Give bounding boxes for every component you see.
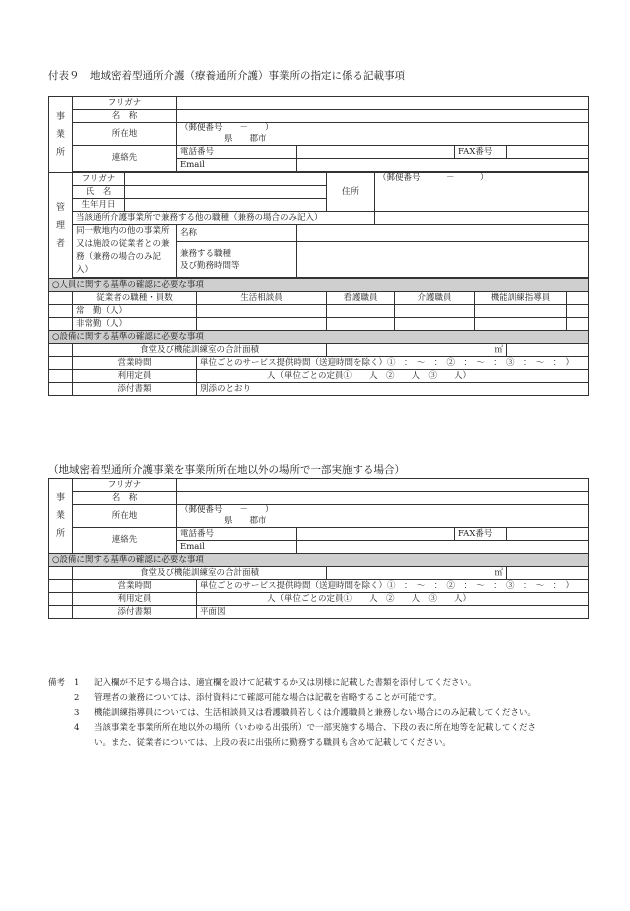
dining-area-field[interactable]: ㎡ [327, 344, 507, 357]
furigana-label: フリガナ [73, 97, 177, 110]
notes-section [48, 676, 588, 751]
furigana-field[interactable] [177, 97, 589, 110]
other-office-name-field[interactable] [297, 225, 589, 242]
manager-birthdate-label: 生年月日 [73, 199, 125, 212]
satellite-capacity-label: 利用定員 [73, 593, 197, 606]
satellite-name-label: 名 称 [73, 492, 177, 505]
full-time-trainer-field[interactable] [475, 305, 567, 318]
part-time-caregiver-field[interactable] [395, 318, 475, 331]
email-label: Email [177, 159, 297, 172]
manager-address-field[interactable] [375, 173, 589, 212]
satellite-business-hours-field[interactable]: 単位ごとのサービス提供時間（送迎時間を除く）① ： ～ ： ② ： ～ ： ③ ： ～ ： ） [197, 580, 589, 593]
notes-heading: 備考 [48, 678, 66, 688]
staff-type-header: 従業者の職種・員数 [73, 292, 197, 305]
part-time-trainer-field[interactable] [475, 318, 567, 331]
tel-label: 電話番号 [177, 146, 297, 159]
satellite-office-label: 事 業 所 [49, 479, 73, 554]
tel-field[interactable] [297, 146, 455, 159]
satellite-attachment-label: 添付書類 [73, 606, 197, 619]
manager-birthdate-field[interactable] [125, 199, 327, 212]
address-field[interactable] [177, 123, 589, 146]
satellite-form-table [48, 478, 589, 619]
satellite-email-label: Email [177, 541, 297, 554]
business-hours-field[interactable]: 単位ごとのサービス提供時間（送迎時間を除く）① ： ～ ： ② ： ～ ： ③ ： ～ ： ） [197, 357, 589, 370]
satellite-attachment-value: 平面図 [197, 606, 589, 619]
satellite-address-label: 所在地 [73, 505, 177, 528]
designation-form-table [48, 96, 589, 396]
satellite-dining-area-field[interactable]: ㎡ [327, 567, 507, 580]
full-time-caregiver-field[interactable] [395, 305, 475, 318]
satellite-contact-label: 連絡先 [73, 528, 177, 554]
office-label: 事 業 所 [49, 97, 73, 173]
nurse-header: 看護職員 [327, 292, 395, 305]
note-item: 備考 1 記入欄が不足する場合は、適宜欄を設けて記載するか又は別様に記載した書類を添付してください。 [48, 676, 588, 691]
trainer-header: 機能訓練指導員 [475, 292, 567, 305]
postal-code-text: （郵便番号 － ） [180, 123, 274, 133]
note-item: い。また、従業者については、上段の表に出張所に勤務する職員も含めて記載してください。 [94, 738, 451, 748]
counselor-header: 生活相談員 [197, 292, 327, 305]
business-hours-label: 営業時間 [73, 357, 197, 370]
equipment-section-header: ○設備に関する基準の確認に必要な事項 [49, 331, 589, 344]
full-time-nurse-field[interactable] [327, 305, 395, 318]
dining-area-label: 食堂及び機能訓練室の合計面積 [73, 344, 327, 357]
manager-furigana-label: フリガナ [73, 173, 125, 186]
note-item: 2 管理者の兼務については、添付資料にて確認可能な場合は記載を省略することが可能です。 [74, 693, 442, 703]
fax-label: FAX番号 [455, 146, 507, 159]
full-time-label: 常 勤（人） [73, 305, 197, 318]
manager-name-label: 氏 名 [73, 186, 125, 199]
office-name-label: 名 称 [73, 110, 177, 123]
concurrent-job-field[interactable] [375, 212, 589, 225]
email-field[interactable] [297, 159, 589, 172]
satellite-fax-field[interactable] [507, 528, 589, 541]
other-job-label: 兼務する職種 及び勤務時間等 [177, 242, 297, 278]
other-office-label: 同一敷地内の他の事業所 又は施設の従業者との兼 務（兼務の場合のみ記入） [73, 225, 177, 278]
satellite-furigana-label: フリガナ [73, 479, 177, 492]
concurrent-job-label: 当該通所介護事業所で兼務する他の職種（兼務の場合のみ記入） [73, 212, 375, 225]
attachment-label: 添付書類 [73, 383, 197, 396]
part-time-label: 非常勤（人） [73, 318, 197, 331]
manager-postal-text: （郵便番号 － ） [378, 173, 489, 183]
contact-label: 連絡先 [73, 146, 177, 172]
caregiver-header: 介護職員 [395, 292, 475, 305]
pref-city-text: 県 郡市 [224, 134, 267, 144]
satellite-pref-city-text: 県 郡市 [224, 516, 267, 526]
staff-section-header: ○人員に関する基準の確認に必要な事項 [49, 279, 589, 292]
satellite-business-hours-label: 営業時間 [73, 580, 197, 593]
section-title: （地域密着型通所介護事業を事業所所在地以外の場所で一部実施する場合） [48, 464, 405, 476]
capacity-label: 利用定員 [73, 370, 197, 383]
manager-label: 管 理 者 [49, 173, 73, 279]
full-time-counselor-field[interactable] [197, 305, 327, 318]
note-item: 4 当該事業を事業所所在地以外の場所（いわゆる出張所）で一部実施する場合、下段の表に所在地等を記載してくださ [74, 723, 537, 733]
satellite-capacity-field[interactable]: 人（単位ごとの定員① 人 ② 人 ③ 人） [197, 593, 589, 606]
office-name-field[interactable] [177, 110, 589, 123]
other-office-name-label: 名称 [177, 225, 297, 242]
manager-address-label: 住所 [327, 173, 375, 212]
satellite-tel-field[interactable] [297, 528, 455, 541]
part-time-counselor-field[interactable] [197, 318, 327, 331]
document-title: 付表９ 地域密着型通所介護（療養通所介護）事業所の指定に係る記載事項 [48, 70, 405, 82]
satellite-postal-code-text: （郵便番号 － ） [180, 505, 274, 515]
manager-name-field[interactable] [125, 186, 327, 199]
fax-field[interactable] [507, 146, 589, 159]
satellite-equipment-section-header: ○設備に関する基準の確認に必要な事項 [49, 554, 589, 567]
satellite-tel-label: 電話番号 [177, 528, 297, 541]
part-time-nurse-field[interactable] [327, 318, 395, 331]
other-job-field[interactable] [297, 242, 589, 278]
satellite-dining-area-label: 食堂及び機能訓練室の合計面積 [73, 567, 327, 580]
satellite-fax-label: FAX番号 [455, 528, 507, 541]
address-label: 所在地 [73, 123, 177, 146]
satellite-email-field[interactable] [297, 541, 589, 554]
attachment-value: 別添のとおり [197, 383, 589, 396]
manager-furigana-field[interactable] [125, 173, 327, 186]
satellite-name-field[interactable] [177, 492, 589, 505]
satellite-address-field[interactable] [177, 505, 589, 528]
note-item: 3 機能訓練指導員については、生活相談員又は看護職員若しくは介護職員と兼務しない場合にのみ記載してください。 [74, 708, 536, 718]
capacity-field[interactable]: 人（単位ごとの定員① 人 ② 人 ③ 人） [197, 370, 589, 383]
satellite-furigana-field[interactable] [177, 479, 589, 492]
